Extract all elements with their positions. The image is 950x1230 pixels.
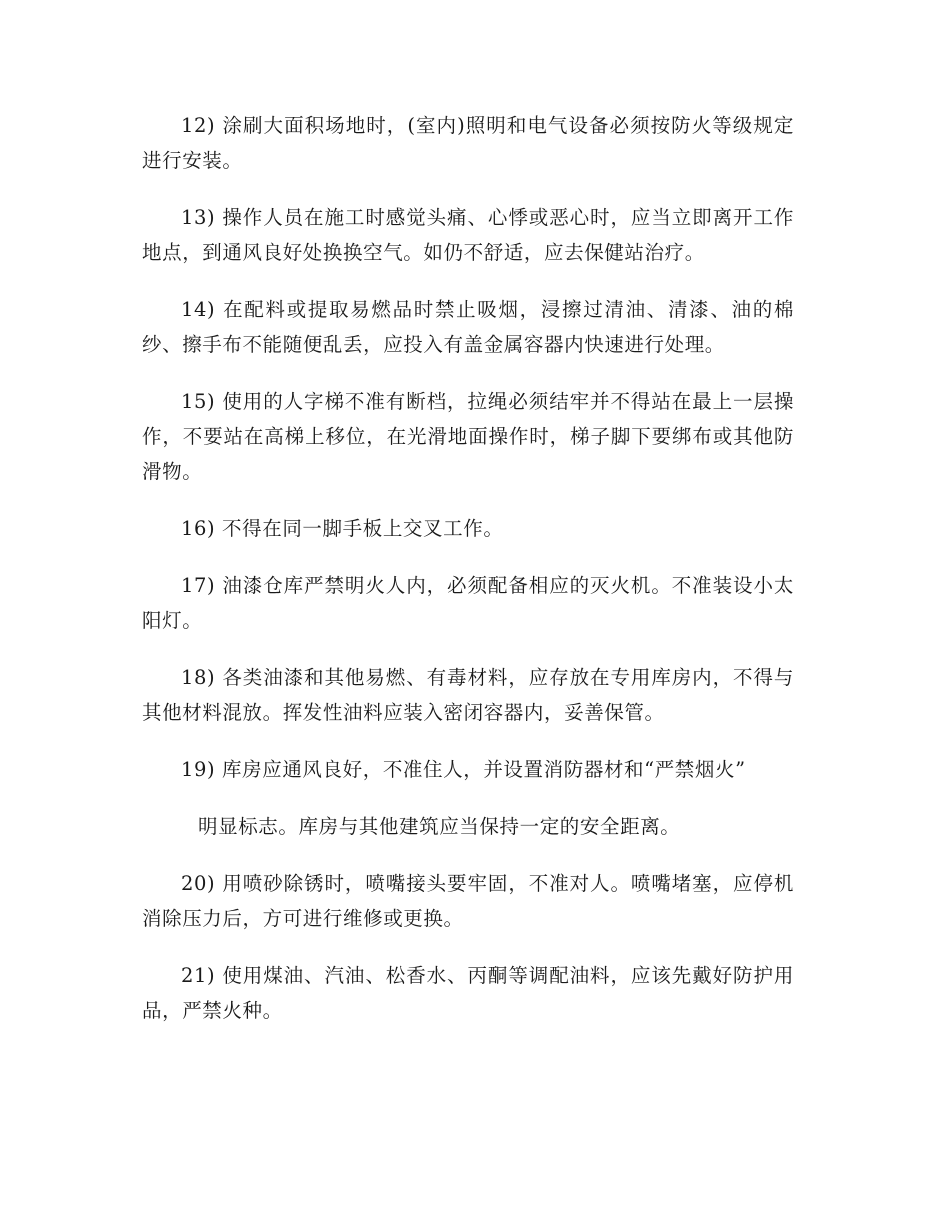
paragraph-19: 19) 库房应通风良好，不准住人，并设置消防器材和“严禁烟火” xyxy=(181,758,746,781)
paragraph-16: 16) 不得在同一脚手板上交叉工作。 xyxy=(181,517,504,540)
paragraph-17: 17) 油漆仓库严禁明火人内，必须配备相应的灭火机。不准装设小太阳灯。 xyxy=(142,574,794,632)
document-page xyxy=(142,108,794,1050)
paragraph-14: 14) 在配料或提取易燃品时禁止吸烟，浸擦过清油、清漆、油的棉纱、擦手布不能随便乱丢，应投入有盖金属容器内快速进行处理。 xyxy=(142,298,794,356)
paragraph-19-continued: 明显标志。库房与其他建筑应当保持一定的安全距离。 xyxy=(198,815,681,838)
paragraph-12: 12) 涂刷大面积场地时，(室内)照明和电气设备必须按防火等级规定进行安装。 xyxy=(142,114,794,172)
paragraph-21: 21) 使用煤油、汽油、松香水、丙酮等调配油料，应该先戴好防护用品，严禁火种。 xyxy=(142,964,794,1022)
paragraph-15: 15) 使用的人字梯不准有断档，拉绳必须结牢并不得站在最上一层操作，不要站在高梯上移位，在光滑地面操作时，梯子脚下要绑布或其他防滑物。 xyxy=(142,390,794,483)
paragraph-13: 13) 操作人员在施工时感觉头痛、心悸或恶心时，应当立即离开工作地点，到通风良好处换换空气。如仍不舒适，应去保健站治疗。 xyxy=(142,206,794,264)
paragraph-18: 18) 各类油漆和其他易燃、有毒材料，应存放在专用库房内，不得与其他材料混放。挥发性油料应装入密闭容器内，妥善保管。 xyxy=(142,666,794,724)
paragraph-20: 20) 用喷砂除锈时，喷嘴接头要牢固，不准对人。喷嘴堵塞，应停机消除压力后，方可进行维修或更换。 xyxy=(142,872,794,930)
